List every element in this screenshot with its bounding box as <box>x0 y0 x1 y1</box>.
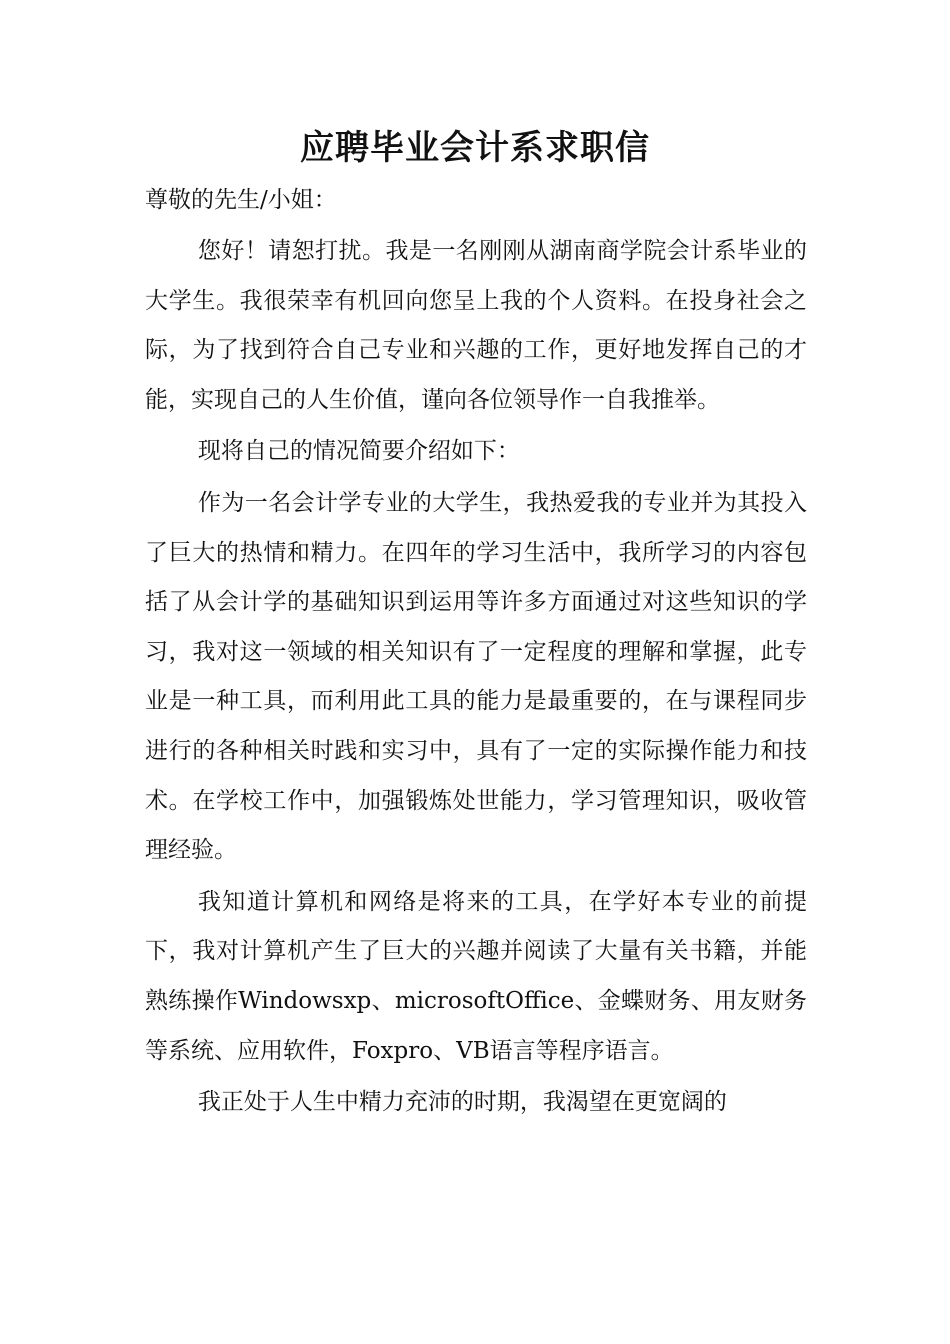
paragraph-computer-skills: 我知道计算机和网络是将来的工具，在学好本专业的前提下，我对计算机产生了巨大的兴趣并阅读了大量有关书籍，并能熟练操作Windowsxp、microsoftOffice、金蝶财务、用友财务等系统、应用软件，Foxpro、VB语言等程序语言。 <box>145 888 807 1064</box>
salutation: 尊敬的先生/小姐： <box>145 187 337 213</box>
paragraph-major: 作为一名会计学专业的大学生，我热爱我的专业并为其投入了巨大的热情和精力。在四年的学习生活中，我所学习的内容包括了从会计学的基础知识到运用等许多方面通过对这些知识的学习，我对这一领域的相关知识有了一定程度的理解和掌握，此专业是一种工具，而利用此工具的能力是最重要的，在与课程同步进行的各种相关时践和实习中，具有了一定的实际操作能力和技术。在学校工作中，加强锻炼处世能力，学习管理知识，吸收管理经验。 <box>145 489 807 864</box>
paragraph-aspiration: 我正处于人生中精力充沛的时期，我渴望在更宽阔的 <box>197 1089 727 1116</box>
paragraph-greeting: 您好！请恕打扰。我是一名刚刚从湖南商学院会计系毕业的大学生。我很荣幸有机回向您呈上我的个人资料。在投身社会之际，为了找到符合自己专业和兴趣的工作，更好地发挥自己的才能，实现自己的人生价值，谨向各位领导作一自我推举。 <box>145 238 807 413</box>
letter-body <box>145 176 807 1128</box>
paragraph-intro: 现将自己的情况简要介绍如下： <box>197 438 520 465</box>
document-title: 应聘毕业会计系求职信 <box>300 128 650 168</box>
